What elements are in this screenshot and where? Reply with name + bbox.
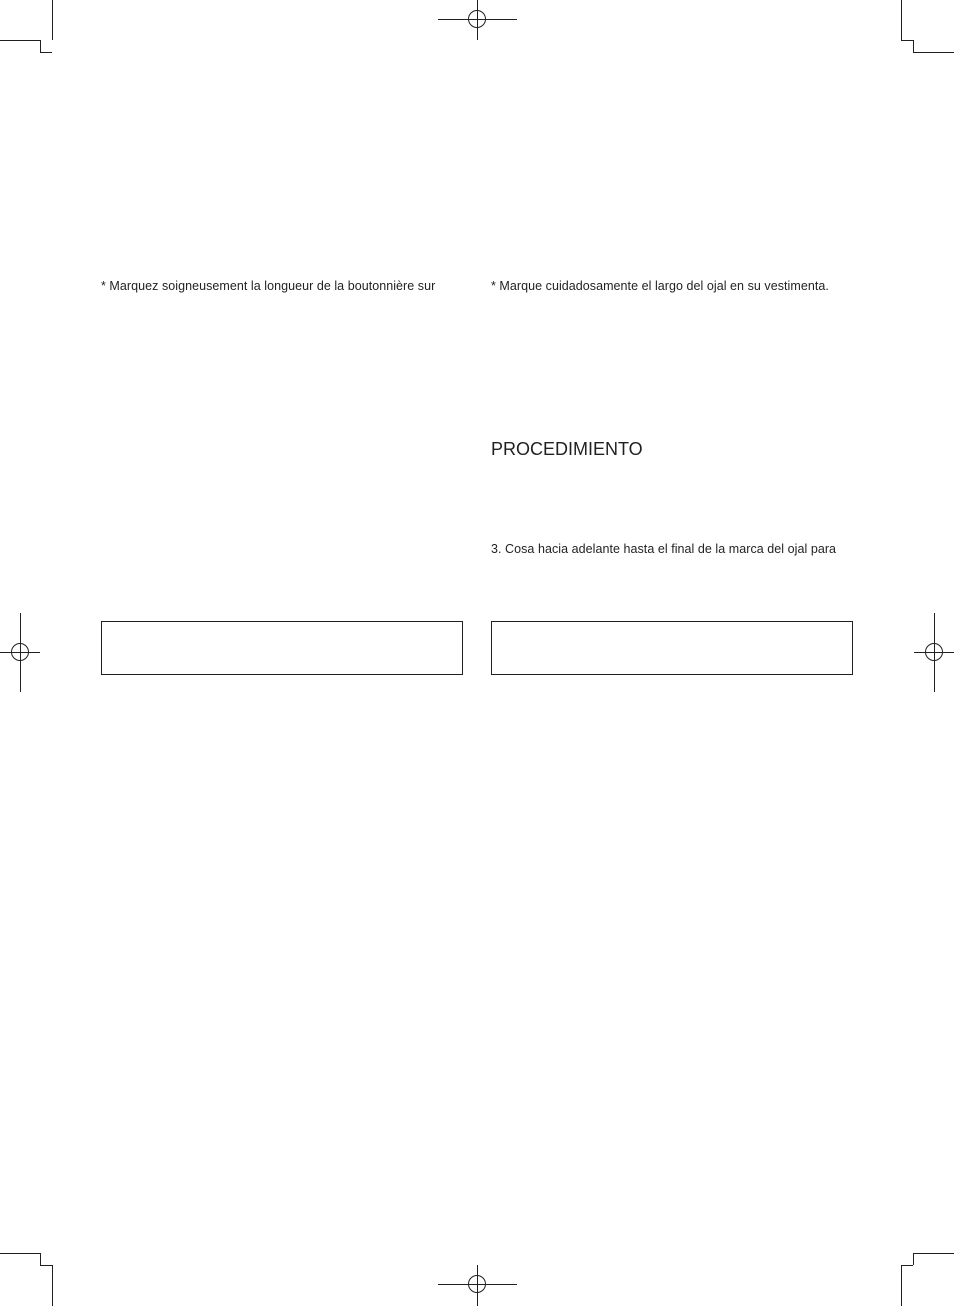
crop-mark [913,52,954,53]
step-3-text: 3. Cosa hacia adelante hasta el final de la marca del ojal para [491,542,837,556]
right-frame-box [491,621,853,675]
crop-mark [0,1253,40,1254]
crop-mark [52,1265,53,1306]
registration-circle-icon [468,10,486,28]
crop-mark [913,1253,954,1254]
crop-mark [901,1265,902,1306]
crop-mark [52,0,53,40]
crop-mark [40,1265,52,1266]
crop-mark [40,1253,41,1265]
registration-circle-icon [11,643,29,661]
crop-mark [901,1265,913,1266]
left-frame-box [101,621,463,675]
crop-mark [913,1253,914,1265]
section-heading: PROCEDIMIENTO [491,439,643,459]
registration-circle-icon [925,643,943,661]
crop-mark [40,52,52,53]
crop-mark [901,40,913,41]
crop-mark [0,40,40,41]
left-note: * Marquez soigneusement la longueur de la boutonnière sur [101,279,436,293]
registration-circle-icon [468,1275,486,1293]
crop-mark [901,0,902,40]
right-note: * Marque cuidadosamente el largo del ojal en su vestimenta. [491,279,829,293]
